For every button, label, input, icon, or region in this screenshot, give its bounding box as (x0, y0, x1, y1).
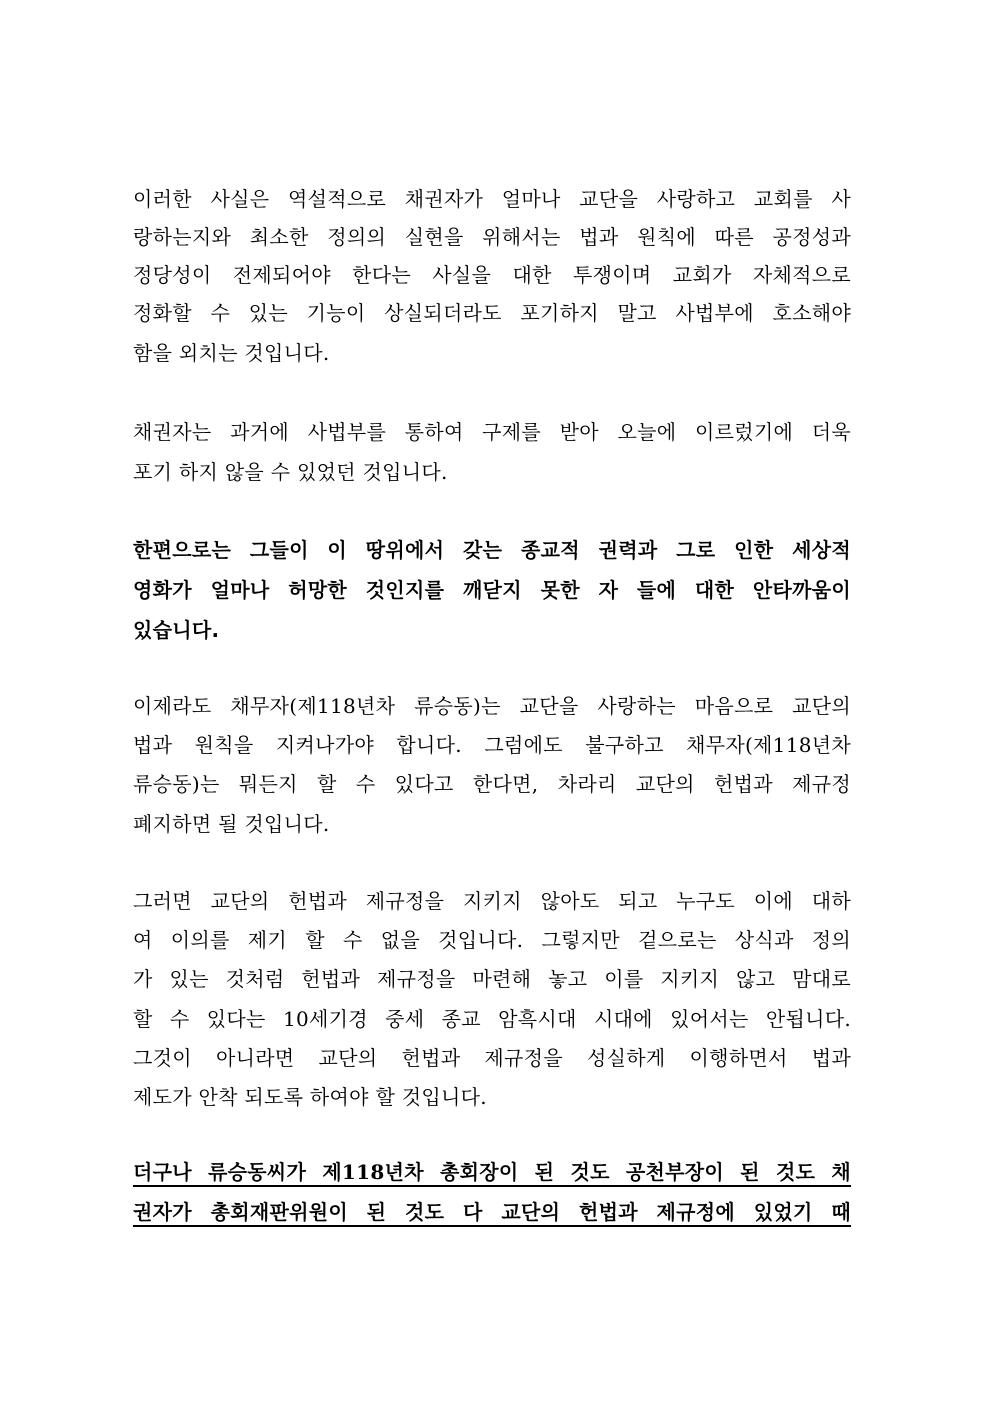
paragraph-1-line-4: 정화할 수 있는 기능이 상실되더라도 포기하지 말고 사법부에 호소해야 (133, 301, 851, 325)
paragraph-1-line-5: 함을 외치는 것입니다. (133, 341, 330, 365)
paragraph-4-line-4: 폐지하면 될 것입니다. (133, 812, 330, 836)
paragraph-4-line-3: 류승동)는 뭐든지 할 수 있다고 한다면, 차라리 교단의 헌법과 제규정 (133, 772, 851, 796)
paragraph-1-line-1: 이러한 사실은 역설적으로 채권자가 얼마나 교단을 사랑하고 교회를 사 (133, 187, 851, 211)
paragraph-3-line-2: 영화가 얼마나 허망한 것인지를 깨닫지 못한 자 들에 대한 안타까움이 (133, 578, 851, 602)
paragraph-1-line-2: 랑하는지와 최소한 정의의 실현을 위해서는 법과 원칙에 따른 공정성과 (133, 225, 851, 249)
paragraph-4-line-1: 이제라도 채무자(제118년차 류승동)는 교단을 사랑하는 마음으로 교단의 (133, 694, 851, 718)
paragraph-1-line-3: 정당성이 전제되어야 한다는 사실을 대한 투쟁이며 교회가 자체적으로 (133, 263, 851, 287)
paragraph-3-line-3: 있습니다. (133, 618, 220, 642)
paragraph-6-line-1: 더구나 류승동씨가 제118년차 총회장이 된 것도 공천부장이 된 것도 채 (133, 1160, 851, 1184)
paragraph-5-line-5: 그것이 아니라면 교단의 헌법과 제규정을 성실하게 이행하면서 법과 (133, 1046, 851, 1070)
paragraph-3-line-1: 한편으로는 그들이 이 땅위에서 갖는 종교적 권력과 그로 인한 세상적 (133, 538, 851, 562)
paragraph-5-line-2: 여 이의를 제기 할 수 없을 것입니다. 그렇지만 겉으로는 상식과 정의 (133, 928, 851, 952)
paragraph-2-line-2: 포기 하지 않을 수 있었던 것입니다. (133, 460, 448, 484)
paragraph-5-line-3: 가 있는 것처럼 헌법과 제규정을 마련해 놓고 이를 지키지 않고 맘대로 (133, 967, 851, 991)
paragraph-5-line-4: 할 수 있다는 10세기경 중세 종교 암흑시대 시대에 있어서는 안됩니다. (133, 1007, 851, 1031)
paragraph-4-line-2: 법과 원칙을 지켜나가야 합니다. 그럼에도 불구하고 채무자(제118년차 (133, 733, 851, 757)
paragraph-5-line-6: 제도가 안착 되도록 하여야 할 것입니다. (133, 1085, 487, 1109)
paragraph-5-line-1: 그러면 교단의 헌법과 제규정을 지키지 않아도 되고 누구도 이에 대하 (133, 889, 851, 913)
paragraph-2-line-1: 채권자는 과거에 사법부를 통하여 구제를 받아 오늘에 이르렀기에 더욱 (133, 420, 851, 444)
paragraph-6-line-2: 권자가 총회재판위원이 된 것도 다 교단의 헌법과 제규정에 있었기 때 (133, 1200, 851, 1224)
